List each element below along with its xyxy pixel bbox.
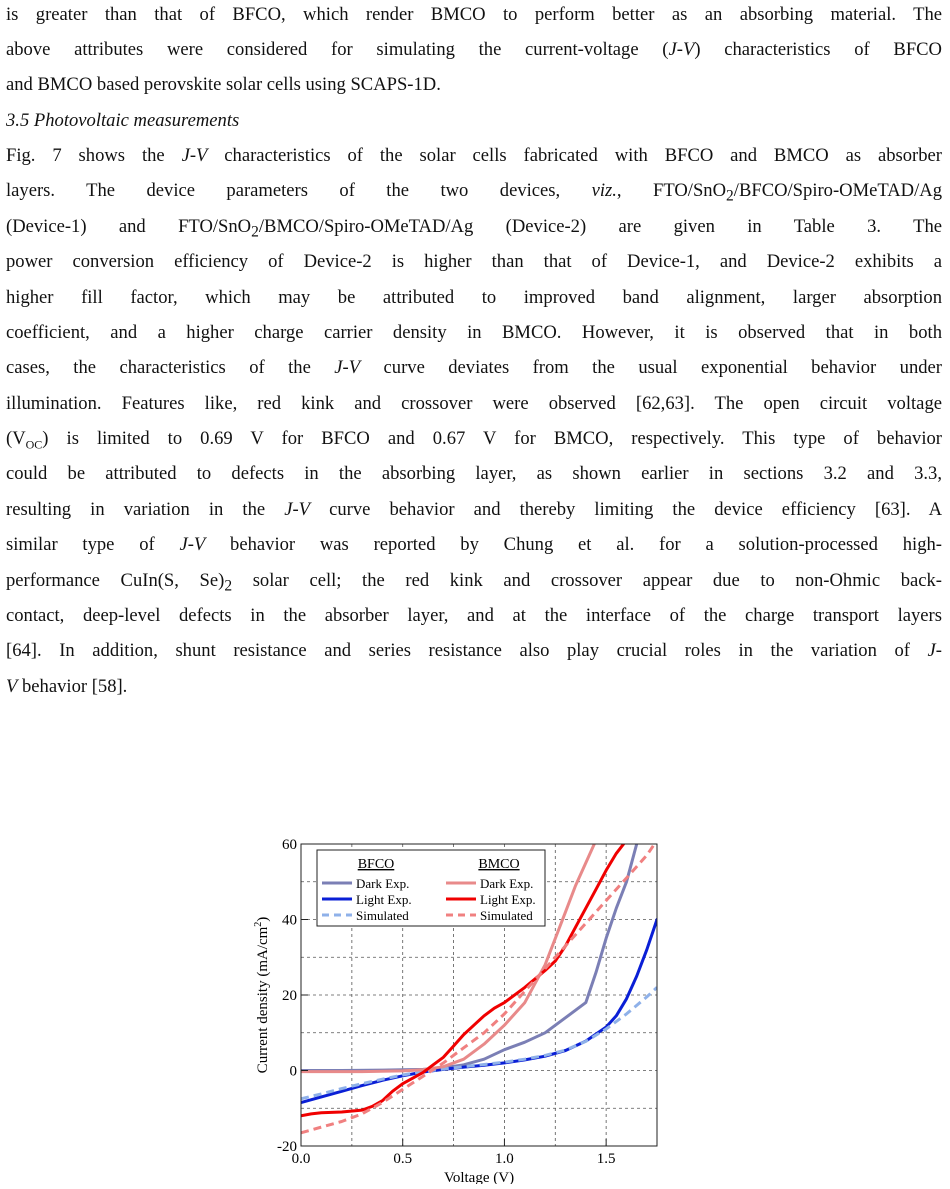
text-span: solar cell; the red kink and crossover appear due to non-Ohmic back-: [232, 570, 942, 591]
legend-label: Simulated: [480, 908, 533, 923]
text-line: [6, 638, 942, 664]
text-span-italic: J-: [927, 640, 942, 661]
text-span: is greater than that of BFCO, which render BMCO to perform better as an absorbing material. The: [6, 4, 942, 25]
text-span: layers. The device parameters of the two devices,: [6, 180, 592, 201]
text-span: /BMCO/Spiro-OMeTAD/Ag (Device-2) are given in Table 3. The: [258, 216, 943, 237]
y-tick-label: 0: [289, 1063, 297, 1080]
text-span-italic: V: [6, 676, 18, 697]
text-line: [6, 603, 942, 629]
text-span: (Device-1) and FTO/SnO: [6, 216, 252, 237]
subscript: 2: [224, 577, 233, 595]
text-span: Fig. 7 shows the: [6, 145, 182, 166]
legend-label: Dark Exp.: [480, 876, 534, 891]
legend-group-bfco: BFCO: [357, 857, 395, 872]
text-span: behavior was reported by Chung et al. for a solution-processed high-: [205, 534, 942, 555]
text-span: coefficient, and a higher charge carrier density in BMCO. However, it is observed that in both: [6, 322, 942, 343]
text-span: similar type of: [6, 534, 180, 555]
text-line: [6, 249, 942, 275]
text-line: [6, 426, 942, 452]
y-tick-label: 20: [282, 988, 297, 1004]
text-span: resulting in variation in the: [6, 499, 285, 520]
text-span: higher fill factor, which may be attributed to improved band alignment, larger absorption: [6, 287, 942, 308]
y-axis-label-end: ): [255, 916, 271, 922]
text-line: [6, 143, 942, 169]
text-line: [6, 497, 942, 523]
legend-label: Dark Exp.: [356, 876, 410, 891]
text-span: , FTO/SnO: [616, 180, 727, 201]
text-span-italic: J-V: [181, 145, 208, 166]
text-line: [6, 285, 942, 311]
text-span-italic: J-V: [334, 357, 361, 378]
text-span: characteristics of the solar cells fabricated with BFCO and BMCO as absorber: [207, 145, 942, 166]
legend-label: Simulated: [356, 908, 409, 923]
subscript: 2: [726, 187, 734, 205]
legend-label: Light Exp.: [480, 892, 536, 907]
text-span: contact, deep-level defects in the absorber layer, and at the interface of the charge transport layers: [6, 605, 942, 626]
text-span: behavior [58].: [17, 676, 128, 697]
legend-group-bmco: BMCO: [478, 857, 520, 872]
subscript: OC: [25, 437, 43, 452]
x-axis-label: Voltage (V): [443, 1170, 515, 1184]
text-line: [6, 72, 441, 98]
text-line: [6, 178, 942, 204]
text-line: [6, 214, 942, 240]
text-span: curve behavior and thereby limiting the device efficiency [63]. A: [310, 499, 942, 520]
jv-chart: [240, 838, 670, 1184]
series-line-bfco-simulated: [301, 987, 657, 1098]
y-tick-label: -20: [277, 1139, 297, 1155]
x-tick-label: 1.0: [495, 1151, 514, 1167]
text-line: [6, 461, 942, 487]
x-tick-label: 1.5: [596, 1151, 616, 1167]
text-line: [6, 2, 942, 28]
text-span-italic: J-V: [179, 534, 206, 555]
text-span: power conversion efficiency of Device-2 is higher than that of Device-1, and Device-2 exhibits a: [6, 251, 942, 272]
text-line: [6, 355, 942, 381]
text-span: ) characteristics of BFCO: [694, 39, 942, 60]
legend: [317, 850, 545, 926]
y-tick-label: 40: [282, 912, 297, 929]
jv-figure: [240, 838, 670, 1184]
x-tick-label: 0.5: [393, 1151, 413, 1167]
text-line: [6, 532, 942, 558]
text-span: [64]. In addition, shunt resistance and series resistance also play crucial roles in the variation of: [6, 640, 928, 661]
text-line: [6, 391, 942, 417]
text-span-italic: viz.: [591, 180, 617, 201]
y-axis-label: [253, 917, 271, 1074]
text-span: could be attributed to defects in the absorbing layer, as shown earlier in sections 3.2 and 3.3,: [6, 463, 942, 484]
text-span: ) is limited to 0.69 V for BFCO and 0.67 V for BMCO, respectively. This type of behavior: [42, 428, 942, 449]
subscript: 2: [251, 223, 259, 241]
text-span-italic: J-V: [284, 499, 311, 520]
text-line: [6, 674, 127, 700]
x-tick-label: 0.0: [291, 1151, 311, 1167]
text-line: [6, 568, 942, 594]
text-span: illumination. Features like, red kink and crossover were observed [62,63]. The open circuit voltage: [6, 393, 942, 414]
text-span: performance CuIn(S, Se): [6, 570, 225, 591]
legend-label: Light Exp.: [356, 892, 412, 907]
text-span: (V: [6, 428, 26, 449]
text-span: /BFCO/Spiro-OMeTAD/Ag: [733, 180, 942, 201]
y-axis-label-text: Current density (mA/cm: [255, 926, 271, 1074]
section-heading: 3.5 Photovoltaic measurements: [6, 110, 240, 131]
text-span: above attributes were considered for simulating the current-voltage (: [6, 39, 669, 60]
text-line: [6, 320, 942, 346]
y-tick-label: 60: [282, 838, 297, 853]
y-axis-label-sup: 2: [253, 921, 264, 927]
text-span: and BMCO based perovskite solar cells using SCAPS-1D.: [6, 74, 441, 95]
text-span: curve deviates from the usual exponential behavior under: [360, 357, 943, 378]
text-line: [6, 37, 942, 63]
text-span-italic: J-V: [668, 39, 695, 60]
text-span: cases, the characteristics of the: [6, 357, 335, 378]
